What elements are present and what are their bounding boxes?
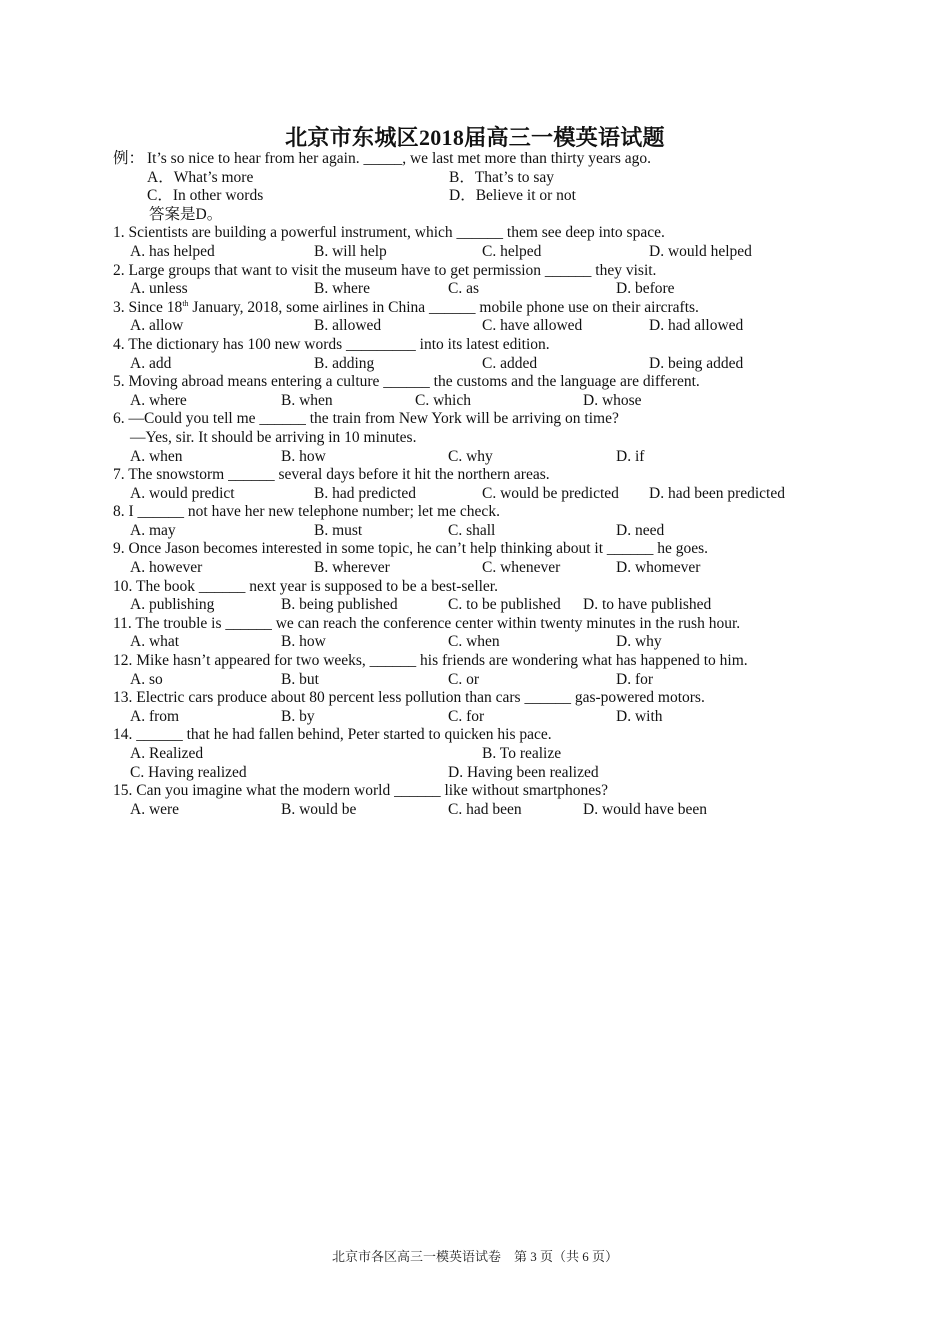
question-stem: 4. The dictionary has 100 new words _________ into its latest edition. xyxy=(113,335,550,353)
option: C. for xyxy=(448,707,485,725)
question-list xyxy=(113,150,913,819)
option: D. to have published xyxy=(583,596,712,614)
example-options-line xyxy=(113,169,913,188)
option: B. being published xyxy=(281,596,398,614)
option: A. allow xyxy=(130,317,184,335)
option: C. had been xyxy=(448,800,522,818)
example-prefix: 例： xyxy=(113,150,145,167)
option: B. would be xyxy=(281,800,357,818)
option: D. Having been realized xyxy=(448,763,599,781)
options-line xyxy=(113,355,913,374)
option: C. or xyxy=(448,670,479,688)
option: A．What’s more xyxy=(147,168,254,186)
option: C．In other words xyxy=(147,187,264,205)
options-line xyxy=(113,708,913,727)
option: D. why xyxy=(616,633,662,651)
options-line xyxy=(113,522,913,541)
options-line xyxy=(113,671,913,690)
option: A. were xyxy=(130,800,180,818)
question-stem: 8. I ______ not have her new telephone number; let me check. xyxy=(113,503,500,521)
option: C. would be predicted xyxy=(482,484,619,502)
option: C. to be published xyxy=(448,596,561,614)
option: B. will help xyxy=(314,242,387,260)
options-line xyxy=(113,243,913,262)
options-line xyxy=(113,559,913,578)
option: B. allowed xyxy=(314,317,382,335)
options-line xyxy=(113,596,913,615)
option: B. when xyxy=(281,391,333,409)
option: D. whomever xyxy=(616,559,701,577)
option: A. unless xyxy=(130,280,188,298)
option: A. however xyxy=(130,559,203,577)
options-line xyxy=(113,280,913,299)
question-stem: 3. Since 18th January, 2018, some airlines in China ______ mobile phone use on their aircrafts. xyxy=(113,298,699,316)
question-stem: 11. The trouble is ______ we can reach the conference center within twenty minutes in the rush hour. xyxy=(113,614,741,632)
option: A. add xyxy=(130,354,172,372)
option: C. which xyxy=(415,391,471,409)
option: D. need xyxy=(616,521,665,539)
option: C. when xyxy=(448,633,500,651)
option: B. must xyxy=(314,521,363,539)
option: B. by xyxy=(281,707,315,725)
option: D．Believe it or not xyxy=(449,187,576,205)
option: B. how xyxy=(281,447,326,465)
page-title: 北京市东城区2018届高三一模英语试题 xyxy=(285,125,665,150)
option: D. with xyxy=(616,707,663,725)
example-answer-line xyxy=(113,206,913,225)
question-stem: 5. Moving abroad means entering a culture ______ the customs and the language are different. xyxy=(113,373,700,391)
option: B. wherever xyxy=(314,559,390,577)
question-stem: 6. —Could you tell me ______ the train from New York will be arriving on time? xyxy=(113,410,619,428)
option: B. but xyxy=(281,670,319,688)
question-stem: 7. The snowstorm ______ several days before it hit the northern areas. xyxy=(113,466,550,484)
question-stem: 9. Once Jason becomes interested in some topic, he can’t help thinking about it ______ he goes. xyxy=(113,540,709,558)
question-stem: 1. Scientists are building a powerful instrument, which ______ them see deep into space. xyxy=(113,224,665,242)
option: B．That’s to say xyxy=(449,168,555,186)
option: C. as xyxy=(448,280,479,298)
question-stem: 12. Mike hasn’t appeared for two weeks, ______ his friends are wondering what has happened to him. xyxy=(113,652,748,670)
option: D. had allowed xyxy=(649,317,744,335)
option: D. being added xyxy=(649,354,744,372)
question-stem: 13. Electric cars produce about 80 percent less pollution than cars ______ gas-powered motors. xyxy=(113,689,705,707)
option: D. would have been xyxy=(583,800,707,818)
example-stem-line xyxy=(113,150,913,169)
example-stem: It’s so nice to hear from her again. _____, we last met more than thirty years ago. xyxy=(147,150,652,167)
options-line xyxy=(113,633,913,652)
option: B. how xyxy=(281,633,326,651)
option: B. had predicted xyxy=(314,484,417,502)
options-line xyxy=(113,801,913,820)
question-stem: 14. ______ that he had fallen behind, Peter started to quicken his pace. xyxy=(113,726,552,744)
option: D. for xyxy=(616,670,654,688)
option: A. would predict xyxy=(130,484,235,502)
option: A. has helped xyxy=(130,242,215,260)
option: A. what xyxy=(130,633,180,651)
example-answer: 答案是D。 xyxy=(149,205,223,223)
option: A. from xyxy=(130,707,180,725)
page-footer: 北京市各区高三一模英语试卷 第 3 页（共 6 页） xyxy=(331,1249,618,1264)
option: C. added xyxy=(482,354,538,372)
option: D. had been predicted xyxy=(649,484,785,502)
superscript: th xyxy=(182,298,189,308)
option: D. if xyxy=(616,447,645,465)
options-line xyxy=(113,745,913,764)
option: C. helped xyxy=(482,242,542,260)
option: D. would helped xyxy=(649,242,752,260)
option: A. may xyxy=(130,521,176,539)
question-stem: 2. Large groups that want to visit the museum have to get permission ______ they visit. xyxy=(113,261,657,279)
option: B. adding xyxy=(314,354,375,372)
options-line xyxy=(113,485,913,504)
options-line xyxy=(113,392,913,411)
option: C. Having realized xyxy=(130,763,247,781)
option: C. whenever xyxy=(482,559,561,577)
option: B. where xyxy=(314,280,370,298)
options-line xyxy=(113,448,913,467)
option: A. when xyxy=(130,447,183,465)
question-stem: 15. Can you imagine what the modern world ______ like without smartphones? xyxy=(113,782,609,800)
example-options-line xyxy=(113,187,913,206)
option: C. shall xyxy=(448,521,496,539)
options-line xyxy=(113,317,913,336)
option: D. before xyxy=(616,280,675,298)
option: A. Realized xyxy=(130,745,204,762)
options-line xyxy=(113,764,913,783)
option: A. so xyxy=(130,670,163,688)
option: B. To realize xyxy=(482,745,562,762)
option: A. where xyxy=(130,391,187,409)
option: C. why xyxy=(448,447,493,465)
option: C. have allowed xyxy=(482,317,583,335)
option: A. publishing xyxy=(130,596,215,614)
question-stem-reply: —Yes, sir. It should be arriving in 10 minutes. xyxy=(130,428,417,446)
question-stem: 10. The book ______ next year is supposed to be a best-seller. xyxy=(113,577,498,595)
option: D. whose xyxy=(583,391,642,409)
